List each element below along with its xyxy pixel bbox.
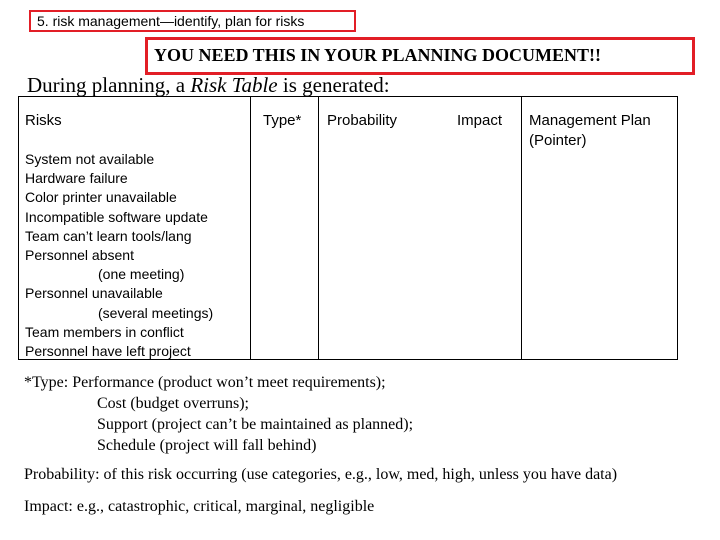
impact-definition: Impact: e.g., catastrophic, critical, marginal, negligible — [24, 498, 375, 515]
intro-sentence — [27, 73, 390, 98]
risk-item: Team members in conflict — [25, 323, 184, 340]
risk-item: Incompatible software update — [25, 208, 208, 225]
header-management-plan — [529, 111, 651, 151]
column-divider — [521, 97, 522, 359]
header-plan-line1: Management Plan — [529, 112, 651, 129]
risk-item: Personnel absent — [25, 247, 134, 264]
header-impact: Impact — [457, 112, 503, 129]
probability-definition: Probability: of this risk occurring (use categories, e.g., low, med, high, unless you have data) — [24, 466, 618, 483]
section-title: 5. risk management—identify, plan for risks — [29, 10, 356, 32]
header-plan-line2: (Pointer) — [529, 132, 587, 149]
risk-list — [25, 150, 213, 361]
intro-after: is generated: — [277, 73, 390, 97]
risk-item: Personnel unavailable — [25, 285, 163, 302]
column-divider — [250, 97, 251, 359]
header-type: Type* — [263, 112, 302, 129]
planning-callout: YOU NEED THIS IN YOUR PLANNING DOCUMENT!! — [145, 37, 695, 75]
type-definition-schedule: Schedule (project will fall behind) — [97, 437, 317, 454]
risk-item: Color printer unavailable — [25, 189, 177, 206]
intro-emphasis: Risk Table — [190, 73, 278, 97]
risk-table — [18, 96, 678, 360]
risk-item: Hardware failure — [25, 170, 128, 187]
intro-before: During planning, a — [27, 73, 191, 97]
risk-item-detail: (several meetings) — [98, 304, 214, 321]
type-definition-cost: Cost (budget overruns); — [97, 395, 249, 412]
type-definition-support: Support (project can’t be maintained as planned); — [97, 416, 414, 433]
header-risks: Risks — [25, 112, 62, 129]
header-probability: Probability — [327, 112, 398, 129]
risk-item: Personnel have left project — [25, 343, 191, 360]
type-definition-intro: *Type: Performance (product won’t meet requirements); — [24, 374, 386, 391]
risk-item: System not available — [25, 151, 155, 167]
column-divider — [318, 97, 319, 359]
risk-item: Team can’t learn tools/lang — [25, 227, 192, 244]
risk-item-detail: (one meeting) — [98, 266, 185, 283]
